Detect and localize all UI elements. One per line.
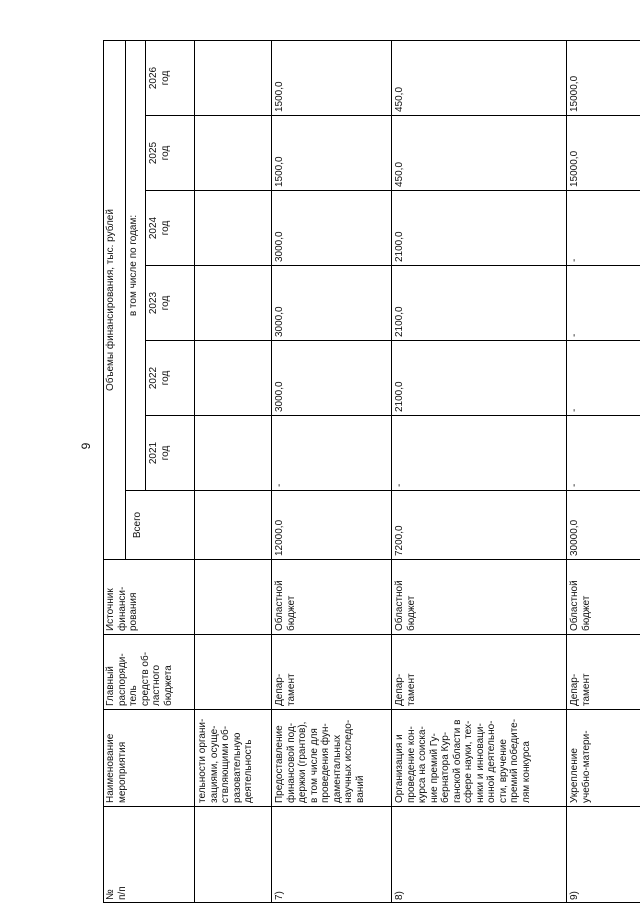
table-row-executor: [195, 634, 272, 709]
table-row-year: -: [567, 190, 640, 265]
table-row-year: -: [567, 340, 640, 415]
table-row-year: 1500,0: [272, 115, 392, 190]
table-row-num: 9): [567, 806, 640, 903]
table-row-source: Областной бюджет: [567, 559, 640, 634]
table-row-num: [195, 806, 272, 903]
table-row-year: [195, 115, 272, 190]
table-row-source: Областной бюджет: [272, 559, 392, 634]
table-row-total: [195, 490, 272, 559]
header-year: 2024 год: [146, 190, 195, 265]
table-row-year: 1500,0: [272, 40, 392, 115]
header-year: 2021 год: [146, 415, 195, 490]
table-row-year: 3000,0: [272, 190, 392, 265]
table-row-year: [195, 265, 272, 340]
table-row-name: Предоставление финансовой под- держки (грантов), в том числе для проведения фун- даментальных научных исследо- ваний: [272, 709, 392, 806]
header-funding: Объемы финансирования, тыс. рублей: [103, 40, 126, 559]
table-row-total: 12000,0: [272, 490, 392, 559]
page-number: 9: [79, 442, 93, 450]
table-row-year: 3000,0: [272, 340, 392, 415]
table-row-total: 7200,0: [392, 490, 567, 559]
table-row-num: 8): [392, 806, 567, 903]
header-name: Наименование мероприятия: [103, 709, 195, 806]
header-num: № п/п: [103, 806, 195, 903]
table-row-year: [195, 415, 272, 490]
header-source: Источник финанси- рования: [103, 559, 195, 634]
header-year: 2026 год: [146, 40, 195, 115]
header-executor: Главный распоряди- тель средств об- ластного бюджета: [103, 634, 195, 709]
table-row-year: 2100,0: [392, 190, 567, 265]
table-row-year: -: [272, 415, 392, 490]
header-year: 2023 год: [146, 265, 195, 340]
table-row-executor: Депар- тамент: [272, 634, 392, 709]
header-year: 2025 год: [146, 115, 195, 190]
table-row-year: -: [567, 415, 640, 490]
table-row-source: [195, 559, 272, 634]
table-row-source: Областной бюджет: [392, 559, 567, 634]
table-row-year: 3000,0: [272, 265, 392, 340]
header-total: Всего: [126, 490, 195, 559]
table-row-year: 450,0: [392, 115, 567, 190]
header-by-years: в том числе по годам:: [126, 40, 146, 490]
table-row-executor: Депар- тамент: [392, 634, 567, 709]
table-row-year: -: [567, 265, 640, 340]
table-row-year: [195, 340, 272, 415]
table-row-executor: Депар- тамент: [567, 634, 640, 709]
table-row-name: Организация и проведение кон- курса на соиска- ние премий Гу- бернатора Кур- ганской области в сфере науки, тех- ники и инноваци- онной деятельно- сти, вручение премий победите- лям конкурса: [392, 709, 567, 806]
table-row-year: [195, 40, 272, 115]
table-row-year: 2100,0: [392, 265, 567, 340]
table-row-year: 450,0: [392, 40, 567, 115]
header-year: 2022 год: [146, 340, 195, 415]
table-row-year: 15000,0: [567, 40, 640, 115]
table-row-total: 30000,0: [567, 490, 640, 559]
table-row-year: -: [392, 415, 567, 490]
table-row-year: 15000,0: [567, 115, 640, 190]
funding-table: [103, 40, 640, 903]
table-row-year: 2100,0: [392, 340, 567, 415]
table-row-name: Укрепление учебно-матери-: [567, 709, 640, 806]
table-row-name: тельности органи- зациями, осуще- ствляющими об- разовательную деятельность: [195, 709, 272, 806]
table-row-num: 7): [272, 806, 392, 903]
table-row-year: [195, 190, 272, 265]
